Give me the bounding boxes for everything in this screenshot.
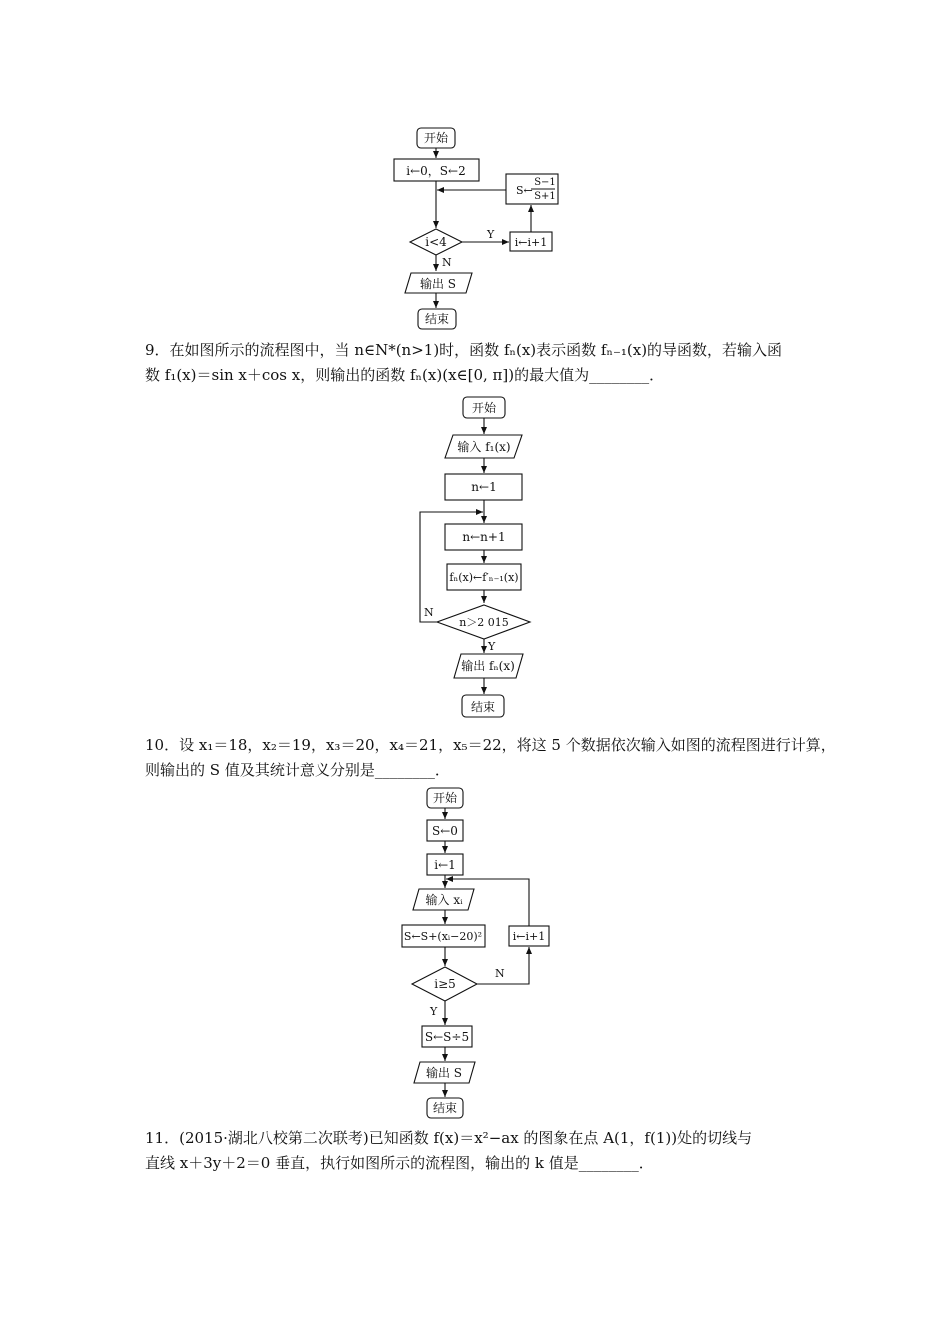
q10-line1: 10．设 x₁＝18，x₂＝19，x₃＝20，x₄＝21，x₅＝22，将这 5 个数据依次输入如图的流程图进行计算， <box>145 736 836 754</box>
no-label: N <box>495 967 505 980</box>
init-i-label: i←1 <box>434 858 456 872</box>
no-label: N <box>424 606 434 619</box>
update-s-den: S+1 <box>534 191 556 202</box>
q9-line1: 9．在如图所示的流程图中，当 n∈N*(n>1)时，函数 fₙ(x)表示函数 fₙ₋₁(x)的导函数，若输入函 <box>145 341 783 359</box>
yes-label: Y <box>488 640 496 653</box>
output-label: 输出 S <box>425 1066 463 1080</box>
divide-label: S←S÷5 <box>424 1030 470 1044</box>
condition-label: i<4 <box>425 235 447 249</box>
update-s-lhs: S← <box>516 184 533 197</box>
start-label: 开始 <box>432 791 458 805</box>
start-label: 开始 <box>423 131 449 145</box>
output-label: 输出 fₙ(x) <box>461 659 515 673</box>
end-label: 结束 <box>470 700 496 714</box>
derive-label: fₙ(x)←f′ₙ₋₁(x) <box>449 571 519 584</box>
init-s-label: S←0 <box>432 824 458 838</box>
condition-label: i≥5 <box>434 977 456 991</box>
condition-label: n＞2 015 <box>459 616 509 629</box>
init-label: n←1 <box>471 480 497 494</box>
no-label: N <box>442 256 452 269</box>
q11-line2: 直线 x＋3y＋2＝0 垂直，执行如图所示的流程图，输出的 k 值是________． <box>145 1154 654 1172</box>
yes-label: Y <box>430 1005 438 1018</box>
increment-label: i←i+1 <box>514 236 548 249</box>
input-label: 输入 f₁(x) <box>457 440 511 454</box>
accumulate-label: S←S+(xᵢ−20)² <box>403 930 483 943</box>
input-label: 输入 xᵢ <box>425 893 463 907</box>
yes-label: Y <box>487 228 495 241</box>
increment-label: i←i+1 <box>512 930 546 943</box>
output-label: 输出 S <box>419 277 457 291</box>
end-label: 结束 <box>432 1101 458 1115</box>
q10-line2: 则输出的 S 值及其统计意义分别是________． <box>145 761 450 779</box>
q9-line2: 数 f₁(x)＝sin x＋cos x，则输出的函数 fₙ(x)(x∈[0, π])的最大值为________． <box>145 366 665 384</box>
start-label: 开始 <box>471 401 497 415</box>
update-s-num: S−1 <box>534 177 556 188</box>
increment-label: n←n+1 <box>462 530 506 544</box>
end-label: 结束 <box>424 312 450 326</box>
init-label: i←0，S←2 <box>406 164 466 178</box>
q11-line1: 11．(2015·湖北八校第二次联考)已知函数 f(x)＝x²−ax 的图象在点 A(1，f(1))处的切线与 <box>145 1129 753 1147</box>
